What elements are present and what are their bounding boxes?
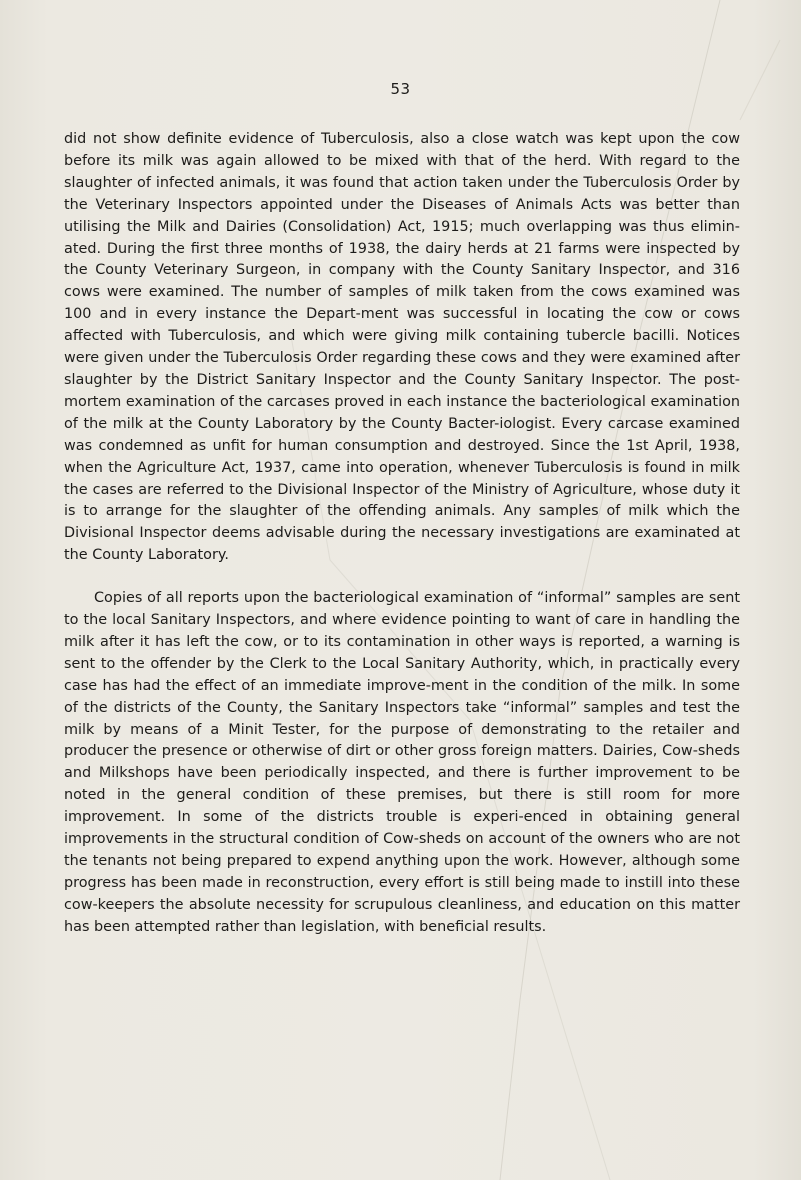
paragraph-tuberculosis-inspection: did not show definite evidence of Tuberculosis, also a close watch was kept upon the cow before its milk was again allowed to be mixed with that of the herd. With regard to the slaughter of infected animals, it was found that action taken under the Tuberculosis Order by the Veterinary Inspectors appointed under the Diseases of Animals Acts was better than utilising the Milk and Dairies (Consolidation) Act, 1915; much overlapping was thus elimin-ated. During the first three months of 1938, the dairy herds at 21 farms were inspected by the County Veterinary Surgeon, in company with the County Sanitary Inspector, and 316 cows were examined. The number of samples of milk taken from the cows examined was 100 and in every instance the Depart-ment was successful in locating the cow or cows affected with Tuberculosis, and which were giving milk containing tubercle bacilli. Notices were given under the Tuberculosis Order regarding these cows and they were examined after slaughter by the District Sanitary Inspector and the County Sanitary Inspector. The post-mortem examination of the carcases proved in each instance the bacteriological examination of the milk at the County Laboratory by the County Bacter-iologist. Every carcase examined was condemned as unfit for human consumption and destroyed. Since the 1st April, 1938, when the Agriculture Act, 1937, came into operation, whenever Tuberculosis is found in milk the cases are referred to the Divisional Inspector of the Ministry of Agriculture, whose duty it is to arrange for the slaughter of the offending animals. Any samples of milk which the Divisional Inspector deems advisable during the necessary investigations are examinated at the County Laboratory. [64, 131, 740, 564]
page-number: 53 [390, 80, 411, 98]
body-text [64, 129, 740, 939]
paragraph-informal-samples: Copies of all reports upon the bacteriological examination of “informal” samples are sent to the local Sanitary Inspectors, and where evidence pointing to want of care in handling the milk after it has left the cow, or to its contamination in other ways is reported, a warning is sent to the offender by the Clerk to the Local Sanitary Authority, which, in practically every case has had the effect of an immediate improve-ment in the condition of the milk. In some of the districts of the County, the Sanitary Inspectors take “informal” samples and test the milk by means of a Minit Tester, for the purpose of demonstrating to the retailer and producer the presence or otherwise of dirt or other gross foreign matters. Dairies, Cow-sheds and Milkshops have been periodically inspected, and there is further improvement to be noted in the general condition of these premises, but there is still room for more improvement. In some of the districts trouble is experi-enced in obtaining general improvements in the structural condition of Cow-sheds on account of the owners who are not the tenants not being prepared to expend anything upon the work. However, although some progress has been made in reconstruction, every effort is still being made to instill into these cow-keepers the absolute necessity for scrupulous cleanliness, and education on this matter has been attempted rather than legislation, with beneficial results. [64, 590, 740, 935]
